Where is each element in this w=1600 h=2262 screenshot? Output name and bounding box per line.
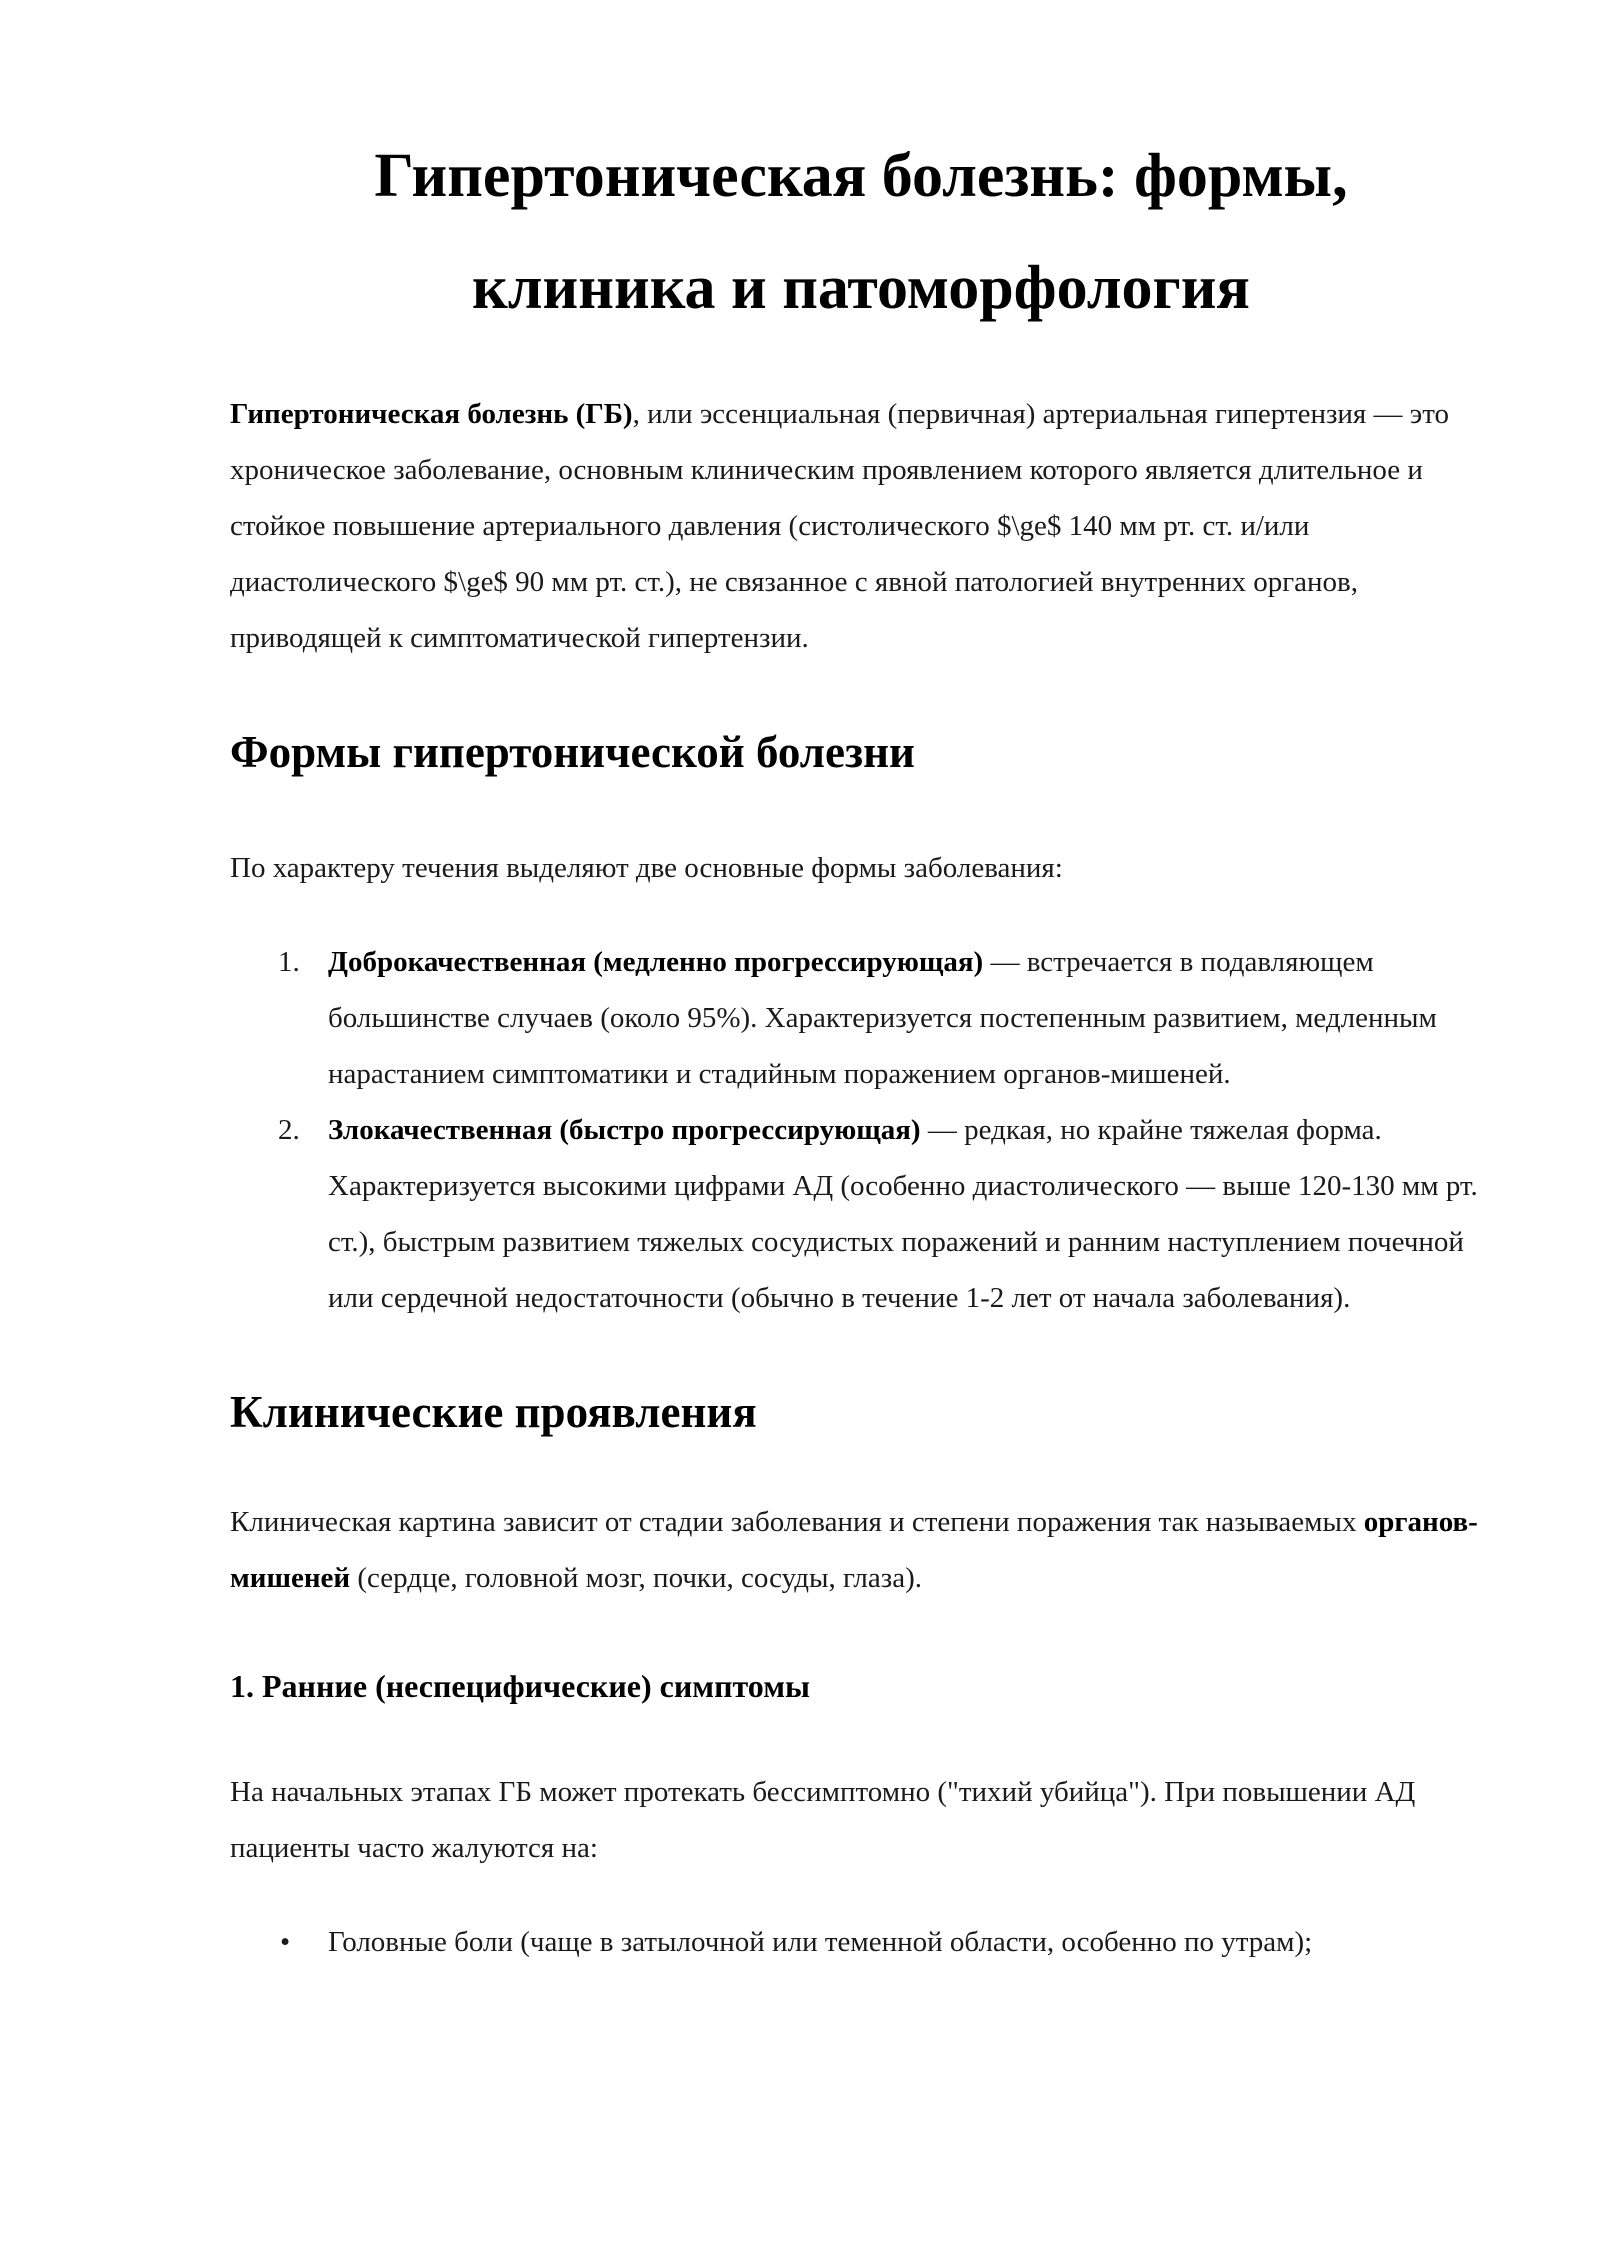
clinical-heading: Клинические проявления (230, 1387, 757, 1437)
clinical-lead (230, 1494, 1492, 1606)
early-symptoms-lead: На начальных этапах ГБ может протекать бессимптомно ("тихий убийца"). При повышении АД пациенты часто жалуются на: (230, 1776, 1416, 1864)
list-item-text: — редкая, но крайне тяжелая форма. Характеризуется высокими цифрами АД (особенно диастолического — выше 120-130 мм рт. ст.), быстрым развитием тяжелых сосудистых поражений и ранним наступлением почечной или сердечной недостаточности (обычно в течение 1-2 лет от начала заболевания). (328, 1114, 1478, 1314)
title-line-2: клиника и патоморфология (472, 254, 1250, 322)
list-item (230, 934, 1492, 1102)
list-item-text: Головные боли (чаще в затылочной или теменной области, особенно по утрам); (328, 1926, 1313, 1958)
intro-paragraph (230, 386, 1492, 666)
forms-heading: Формы гипертонической болезни (230, 727, 915, 777)
list-item-text: — встречается в подавляющем большинстве случаев (около 95%). Характеризуется постепенным развитием, медленным нарастанием симптоматики и стадийным поражением органов-мишеней. (328, 946, 1437, 1090)
list-number: 2. (278, 1114, 300, 1146)
list-number: 1. (278, 946, 300, 978)
early-symptoms-heading: 1. Ранние (неспецифические) симптомы (230, 1668, 810, 1704)
list-item-term: Доброкачественная (медленно прогрессирующая) (328, 946, 984, 978)
document-title (230, 120, 1492, 344)
list-item (230, 1102, 1492, 1326)
clinical-lead-term: органов-мишеней (230, 1506, 1478, 1594)
intro-text: , или эссенциальная (первичная) артериальная гипертензия — это хроническое заболевание, основным клиническим проявлением которого является длительное и стойкое повышение артериального давления (систолического $\ge$ 140 мм рт. ст. и/или диастолического $\ge$ 90 мм рт. ст.), не связанное с явной патологией внутренних органов, приводящей к симптоматической гипертензии. (230, 398, 1450, 654)
bullet-icon: • (280, 1926, 291, 1958)
clinical-lead-start: Клиническая картина зависит от стадии заболевания и степени поражения так называемых (230, 1506, 1364, 1538)
title-line-1: Гипертоническая болезнь: формы, (374, 142, 1348, 210)
forms-list (230, 934, 1492, 1326)
clinical-lead-end: (сердце, головной мозг, почки, сосуды, глаза). (350, 1562, 923, 1594)
early-symptoms-list (230, 1914, 1492, 1970)
intro-term: Гипертоническая болезнь (ГБ) (230, 398, 633, 430)
forms-lead: По характеру течения выделяют две основные формы заболевания: (230, 852, 1063, 884)
document-page (230, 120, 1492, 1970)
list-item-term: Злокачественная (быстро прогрессирующая) (328, 1114, 921, 1146)
list-item (230, 1914, 1492, 1970)
